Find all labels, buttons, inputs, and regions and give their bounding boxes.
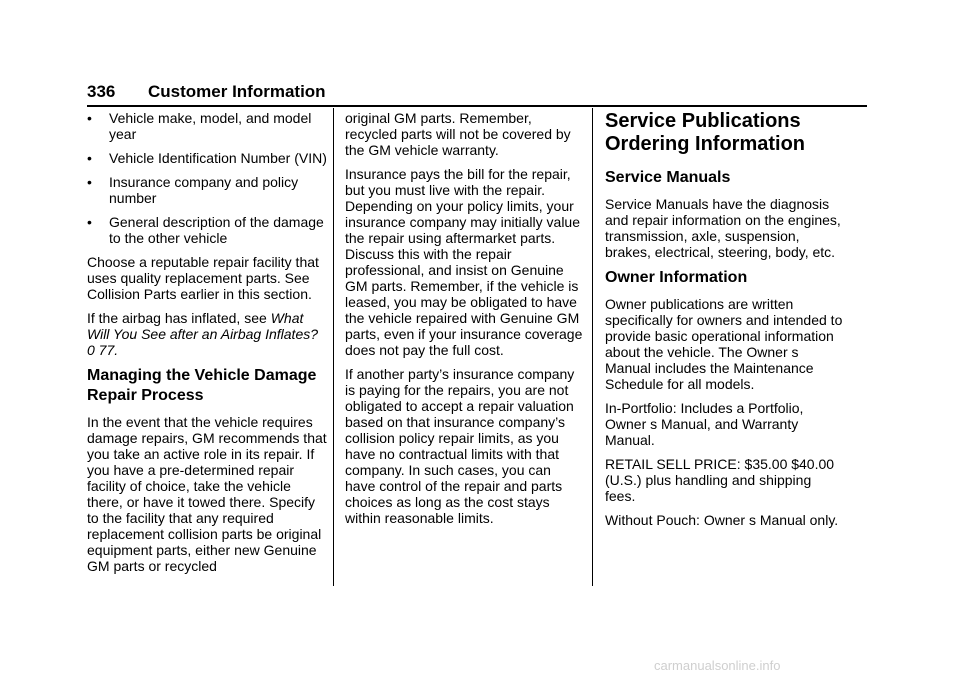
column-divider-1 xyxy=(333,108,334,586)
list-item-text: Insurance company and policy number xyxy=(109,174,299,206)
list-item-text: General description of the damage to the other vehicle xyxy=(109,214,324,246)
list-item xyxy=(87,214,327,246)
column-divider-2 xyxy=(592,108,593,586)
paragraph-damage-repair: In the event that the vehicle requires damage repairs, GM recommends that you take an active role in its repair. If you have a pre-determined repair facility of choice, take the vehicle there, or have it towed there. Specify to the facility that any required replacement collision parts be original equipment parts, either new Genuine GM parts or recycled xyxy=(87,414,327,574)
paragraph-owner-information: Owner publications are written specifically for owners and intended to provide basic operational information about the vehicle. The Owner s Manual includes the Maintenance Schedule for all models. xyxy=(605,296,843,392)
paragraph-original-parts: original GM parts. Remember, recycled parts will not be covered by the GM vehicle warranty. xyxy=(345,110,571,158)
paragraph-in-portfolio: In-Portfolio: Includes a Portfolio, Owner s Manual, and Warranty Manual. xyxy=(605,400,804,448)
bullet-icon: • xyxy=(87,110,92,126)
bullet-icon: • xyxy=(87,214,92,230)
paragraph-without-pouch: Without Pouch: Owner s Manual only. xyxy=(605,512,839,528)
paragraph-repair-facility: Choose a reputable repair facility that uses quality replacement parts. See Collision Parts earlier in this section. xyxy=(87,254,319,302)
airbag-link[interactable]: What Will You See after an Airbag Inflates? xyxy=(87,310,319,342)
heading-service-publications: Service Publications Ordering Information xyxy=(605,110,805,155)
page-number: 336 xyxy=(87,82,116,101)
column-1 xyxy=(87,110,327,582)
heading-owner-information: Owner Information xyxy=(605,269,748,286)
list-item xyxy=(87,174,327,206)
list-item-text: Vehicle make, model, and model year xyxy=(109,110,312,142)
list-item xyxy=(87,150,327,166)
column-3 xyxy=(605,110,845,536)
airbag-text: If the airbag has inflated, see xyxy=(87,310,271,326)
heading-service-manuals: Service Manuals xyxy=(605,169,731,186)
paragraph-service-manuals: Service Manuals have the diagnosis and repair information on the engines, transmission, axle, suspension, brakes, electrical, steering, body, etc. xyxy=(605,196,841,260)
column-2 xyxy=(345,110,585,534)
section-title: Customer Information xyxy=(148,82,326,101)
paragraph-retail-price: RETAIL SELL PRICE: $35.00 $40.00 (U.S.) plus handling and shipping fees. xyxy=(605,456,835,504)
page-header xyxy=(87,82,867,106)
watermark-text: carmanualsonline.info xyxy=(654,658,781,673)
airbag-page-ref[interactable]: 0 77. xyxy=(87,342,119,358)
paragraph-another-party: If another party’s insurance company is paying for the repairs, you are not obligated to accept a repair valuation based on that insurance company’s collision policy repair limits, as you have no contractual limits with that company. In such cases, you can have control of the repair and parts choices as long as the cost stays within reasonable limits. xyxy=(345,366,575,526)
bullet-icon: • xyxy=(87,150,92,166)
list-item xyxy=(87,110,327,142)
bullet-icon: • xyxy=(87,174,92,190)
paragraph-insurance-pays: Insurance pays the bill for the repair, but you must live with the repair. Depending on your policy limits, your insurance company may initially value the repair using aftermarket parts. Discuss this with the repair professional, and insist on Genuine GM parts. Remember, if the vehicle is leased, you may be obligated to have the vehicle repaired with Genuine GM parts, even if your insurance coverage does not pay the full cost. xyxy=(345,166,583,358)
heading-damage-repair: Managing the Vehicle Damage Repair Process xyxy=(87,367,317,404)
header-rule xyxy=(87,105,867,107)
paragraph-airbag xyxy=(87,310,327,358)
list-item-text: Vehicle Identification Number (VIN) xyxy=(109,150,327,166)
